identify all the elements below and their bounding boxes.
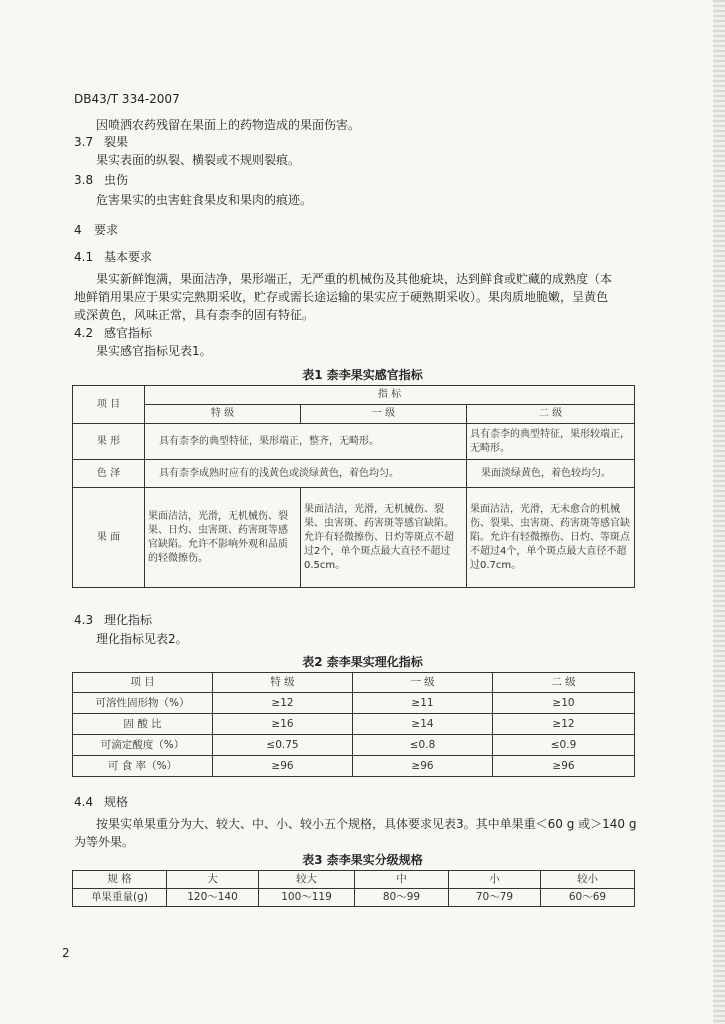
table-2-cell: ≥96 xyxy=(493,756,635,777)
section-3-7-title: 裂果 xyxy=(104,135,129,149)
section-4-3-title: 理化指标 xyxy=(104,613,153,627)
table-2-cell: 可溶性固形物（%） xyxy=(73,693,213,714)
table-2-cell: ≥10 xyxy=(493,693,635,714)
table-1-cell: 果面淡绿黄色，着色较均匀。 xyxy=(467,460,635,488)
section-4-1-num: 4.1 xyxy=(74,250,94,264)
section-4-2-title: 感官指标 xyxy=(104,326,153,340)
table-2-physicochemical xyxy=(72,672,635,777)
table-3-cell: 单果重量(g) xyxy=(73,889,167,907)
section-4-1-line: 或深黄色，风味正常，具有柰李的固有特征。 xyxy=(74,308,315,322)
table-1-item-header: 项 目 xyxy=(73,386,145,424)
table-1-cell: 果面洁洁，光滑，无机械伤、裂果、日灼、虫害斑、药害斑等感官缺陷。允许不影响外观和品质的轻微擦伤。 xyxy=(145,488,301,588)
table-3-header: 小 xyxy=(449,871,541,889)
table-2-cell: ≥14 xyxy=(353,714,493,735)
section-4-num: 4 xyxy=(74,223,82,237)
table-2-header: 一 级 xyxy=(353,673,493,693)
table-1-index-header: 指 标 xyxy=(145,386,635,405)
section-4-3-num: 4.3 xyxy=(74,613,94,627)
table-2-cell: ≤0.9 xyxy=(493,735,635,756)
section-3-7-num: 3.7 xyxy=(74,135,94,149)
table-1-cell: 果面洁洁，光滑，无机械伤、裂果、虫害斑、药害斑等感官缺陷。允许有轻微擦伤、日灼等斑点不超过2个，单个斑点最大直径不超过0.5cm。 xyxy=(301,488,467,588)
table-2-cell: ≥11 xyxy=(353,693,493,714)
section-4-4-num: 4.4 xyxy=(74,795,94,809)
table-2-cell: ≤0.75 xyxy=(213,735,353,756)
scan-edge xyxy=(713,0,725,1024)
section-4-4-line: 按果实单果重分为大、较大、中、小、较小五个规格，具体要求见表3。其中单果重＜60 g 或＞140 g xyxy=(96,817,637,831)
table-3-header: 较大 xyxy=(259,871,355,889)
table-2-header: 二 级 xyxy=(493,673,635,693)
table-2-cell: ≥16 xyxy=(213,714,353,735)
table-2-header: 特 级 xyxy=(213,673,353,693)
table-2-cell: ≥12 xyxy=(493,714,635,735)
document-code: DB43/T 334-2007 xyxy=(74,92,180,106)
section-4-4-title: 规格 xyxy=(104,795,129,809)
table-1-grade-header: 二 级 xyxy=(467,405,635,424)
table-2-header: 项 目 xyxy=(73,673,213,693)
table-1-cell: 具有柰李的典型特征，果形较端正，无畸形。 xyxy=(467,424,635,460)
table-2-caption: 表2 柰李果实理化指标 xyxy=(302,655,423,669)
section-4-1-line: 果实新鲜饱满，果面洁净，果形端正，无严重的机械伤及其他疵块，达到鲜食或贮藏的成熟度（本 xyxy=(96,272,613,286)
table-3-cell: 80～99 xyxy=(355,889,449,907)
section-4-title: 要求 xyxy=(94,223,119,237)
section-3-8-title: 虫伤 xyxy=(104,173,129,187)
section-4-1-line: 地鲜销用果应于果实完熟期采收，贮存或需长途运输的果实应于硬熟期采收）。果肉质地脆嫩，呈黄色 xyxy=(74,290,609,304)
table-1-cell: 具有柰李成熟时应有的浅黄色或淡绿黄色，着色均匀。 xyxy=(145,460,467,488)
table-3-header: 大 xyxy=(167,871,259,889)
table-1-cell: 果面洁洁，光滑，无未愈合的机械伤、裂果、虫害斑、药害斑等感官缺陷。允许有轻微擦伤、日灼、等斑点不超过4个，单个斑点最大直径不超过0.7cm。 xyxy=(467,488,635,588)
table-1-grade-header: 一 级 xyxy=(301,405,467,424)
table-2-cell: 可 食 率（%） xyxy=(73,756,213,777)
section-4-2-num: 4.2 xyxy=(74,326,94,340)
continued-text: 因喷洒农药残留在果面上的药物造成的果面伤害。 xyxy=(96,118,361,132)
table-3-header: 中 xyxy=(355,871,449,889)
table-2-cell: 固 酸 比 xyxy=(73,714,213,735)
table-1-grade-header: 特 级 xyxy=(145,405,301,424)
section-4-1-title: 基本要求 xyxy=(104,250,153,264)
table-1-sensory xyxy=(72,385,635,588)
page-number: 2 xyxy=(62,946,70,960)
table-2-cell: ≥96 xyxy=(353,756,493,777)
table-1-item-cell: 果 形 xyxy=(73,424,145,460)
table-2-cell: 可滴定酸度（%） xyxy=(73,735,213,756)
section-4-4-line: 为等外果。 xyxy=(74,835,135,849)
table-3-cell: 70～79 xyxy=(449,889,541,907)
table-3-cell: 60～69 xyxy=(541,889,635,907)
section-3-7-body: 果实表面的纵裂、横裂或不规则裂痕。 xyxy=(96,153,301,167)
section-3-8-body: 危害果实的虫害蛀食果皮和果肉的痕迹。 xyxy=(96,193,313,207)
table-1-item-cell: 色 泽 xyxy=(73,460,145,488)
table-2-cell: ≤0.8 xyxy=(353,735,493,756)
table-1-item-cell: 果 面 xyxy=(73,488,145,588)
section-4-2-intro: 果实感官指标见表1。 xyxy=(96,344,212,358)
table-3-cell: 100～119 xyxy=(259,889,355,907)
table-1-cell: 具有柰李的典型特征，果形端正，整齐，无畸形。 xyxy=(145,424,467,460)
table-3-caption: 表3 柰李果实分级规格 xyxy=(302,853,423,867)
table-1-caption: 表1 柰李果实感官指标 xyxy=(302,368,423,382)
table-3-size-grades xyxy=(72,870,635,907)
table-3-cell: 120～140 xyxy=(167,889,259,907)
table-3-header: 规 格 xyxy=(73,871,167,889)
section-3-8-num: 3.8 xyxy=(74,173,94,187)
section-4-3-intro: 理化指标见表2。 xyxy=(96,632,188,646)
table-2-cell: ≥12 xyxy=(213,693,353,714)
table-2-cell: ≥96 xyxy=(213,756,353,777)
table-3-header: 较小 xyxy=(541,871,635,889)
